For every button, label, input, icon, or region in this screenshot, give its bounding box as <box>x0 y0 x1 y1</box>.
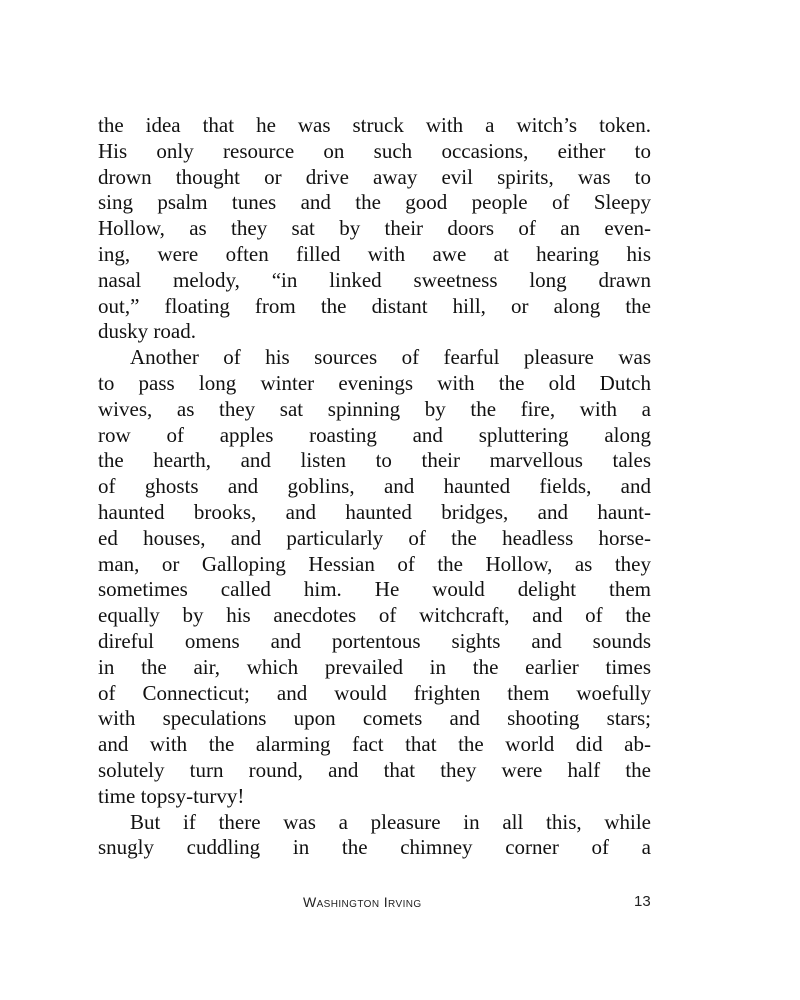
running-footer-author: Washington Irving <box>303 894 422 910</box>
text-line: drown thought or drive away evil spirits, was to <box>98 164 651 189</box>
text-line: ed houses, and particularly of the headless horse- <box>98 525 651 550</box>
text-line: nasal melody, “in linked sweetness long drawn <box>98 267 651 292</box>
text-line: ing, were often filled with awe at hearing his <box>98 241 651 266</box>
text-line: man, or Galloping Hessian of the Hollow, as they <box>98 551 651 576</box>
text-line: the idea that he was struck with a witch’s token. <box>98 113 651 137</box>
text-line: the hearth, and listen to their marvellous tales <box>98 448 651 473</box>
text-line: and with the alarming fact that the world did ab- <box>98 732 651 757</box>
text-line: of ghosts and goblins, and haunted fields, and <box>98 474 651 499</box>
text-line-paragraph-start: But if there was a pleasure in all this, while <box>130 809 651 834</box>
text-line: snugly cuddling in the chimney corner of a <box>98 835 651 860</box>
page-body-text <box>98 113 651 861</box>
text-line: haunted brooks, and haunted bridges, and haunt- <box>98 499 651 524</box>
text-line: sometimes called him. He would delight them <box>98 577 651 602</box>
page-number: 13 <box>634 893 651 910</box>
text-line: time topsy-turvy! <box>98 783 245 808</box>
text-line: with speculations upon comets and shooting stars; <box>98 706 651 731</box>
text-line: of Connecticut; and would frighten them woefully <box>98 680 651 705</box>
text-line: row of apples roasting and spluttering along <box>98 422 651 447</box>
text-line: His only resource on such occasions, either to <box>98 138 651 163</box>
text-line: sing psalm tunes and the good people of Sleepy <box>98 190 651 215</box>
text-line: equally by his anecdotes of witchcraft, and of the <box>98 603 651 628</box>
text-line: out,” floating from the distant hill, or along the <box>98 293 651 318</box>
text-line: Hollow, as they sat by their doors of an even- <box>98 216 651 241</box>
text-line: dusky road. <box>98 319 196 344</box>
text-line: to pass long winter evenings with the old Dutch <box>98 370 651 395</box>
text-line: in the air, which prevailed in the earlier times <box>98 654 651 679</box>
text-line: wives, as they sat spinning by the fire, with a <box>98 396 651 421</box>
text-line: solutely turn round, and that they were half the <box>98 757 651 782</box>
text-line-paragraph-start: Another of his sources of fearful pleasure was <box>130 345 651 370</box>
text-line: direful omens and portentous sights and sounds <box>98 628 651 653</box>
